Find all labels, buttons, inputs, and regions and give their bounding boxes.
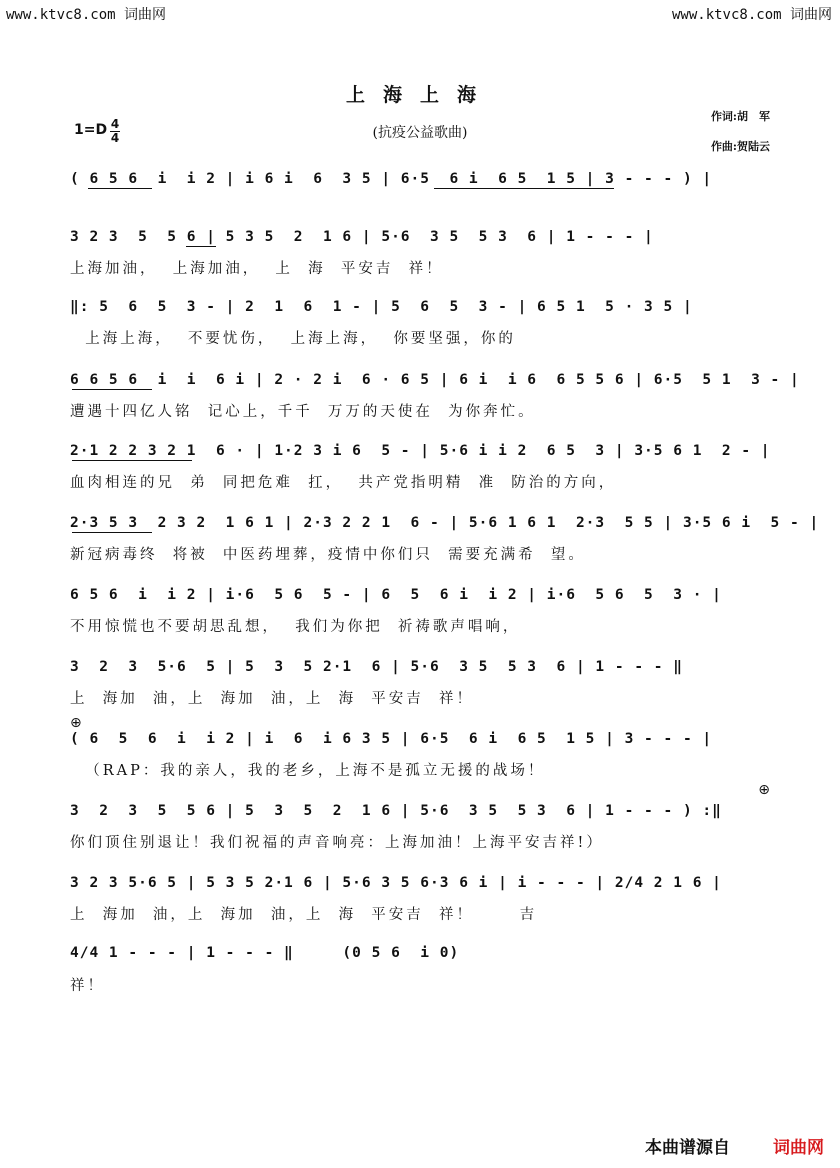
score-line-notes: 3 2 3 5 5 6 | 5 3 5 2 1 6 | 5·6 3 5 5 3 6 | 1 - - - | (70, 229, 654, 245)
score-line-lyrics: 新冠病毒终 将被 中医药埋葬，疫情中你们只 需要充满希 望。 (70, 547, 586, 563)
score-line-lyrics: 上 海加 油，上 海加 油，上 海 平安吉 祥！ (70, 691, 475, 707)
watermark-right: www.ktvc8.com 词曲网 (671, 7, 832, 23)
key-signature: 1=D (74, 122, 108, 138)
score-line-notes: 2·1 2 2 3 2 1 6 · | 1·2 3 i 6 5 - | 5·6 i i 2 6 5 3 | 3·5 6 1 2 - | (70, 443, 771, 459)
score-line-notes: 3 2 3 5 5 6 | 5 3 5 2 1 6 | 5·6 3 5 5 3 6 | 1 - - - ) :‖ (70, 803, 722, 819)
composer-credit: 作曲:贺陆云 (710, 140, 770, 153)
beat-underline (72, 389, 152, 390)
score-line-lyrics: 上海上海， 不要忧伤， 上海上海， 你要坚强，你的 (70, 331, 516, 347)
score-line-lyrics: 你们顶住别退让！我们祝福的声音响亮：上海加油！上海平安吉祥!） (70, 835, 604, 851)
score-line-lyrics: 上海加油， 上海加油， 上 海 平安吉 祥！ (70, 261, 444, 277)
score-line-notes: 6 5 6 i i 2 | i·6 5 6 5 - | 6 5 6 i i 2 | i·6 5 6 5 3 · | (70, 587, 722, 603)
score-line-notes: 4/4 1 - - - | 1 - - - ‖ (0 5 6 i 0) (70, 945, 460, 961)
coda-sign-icon: ⊕ (70, 715, 82, 731)
time-signature-bottom: 4 (110, 131, 120, 145)
time-signature-top: 4 (110, 117, 120, 131)
score-line-notes: 3 2 3 5·6 5 | 5 3 5 2·1 6 | 5·6 3 5 5 3 6 | 1 - - - ‖ (70, 659, 683, 675)
beat-underline (88, 188, 152, 189)
time-signature (110, 118, 120, 144)
song-title: 上海上海 (345, 84, 494, 106)
footer-source-text: 本曲谱源自 (645, 1138, 730, 1158)
score-line-notes: ‖: 5 6 5 3 - | 2 1 6 1 - | 5 6 5 3 - | 6 5 1 5 · 3 5 | (70, 299, 693, 315)
score-line-notes: ( 6 5 6 i i 2 | i 6 i 6 3 5 | 6·5 6 i 6 5 1 5 | 3 - - - ) | (70, 171, 713, 187)
score-line-lyrics: 遭遇十四亿人铭 记心上，千千 万万的天使在 为你奔忙。 (70, 404, 536, 420)
score-line-notes: ( 6 5 6 i i 2 | i 6 i 6 3 5 | 6·5 6 i 6 5 1 5 | 3 - - - | (70, 731, 713, 747)
beat-underline (72, 532, 152, 533)
beat-underline (186, 246, 216, 247)
score-line-notes: 6 6 5 6 i i 6 i | 2 · 2 i 6 · 6 5 | 6 i i 6 6 5 5 6 | 6·5 5 1 3 - | (70, 372, 800, 388)
score-line-notes: 3 2 3 5·6 5 | 5 3 5 2·1 6 | 5·6 3 5 6·3 6 i | i - - - | 2/4 2 1 6 | (70, 875, 722, 891)
score-line-lyrics: 上 海加 油，上 海加 油，上 海 平安吉 祥！ 吉 (70, 907, 538, 923)
beat-underline (72, 460, 192, 461)
score-line-lyrics: 不用惊慌也不要胡思乱想， 我们为你把 祈祷歌声唱响， (70, 619, 521, 635)
song-subtitle: (抗疫公益歌曲) (372, 125, 468, 141)
score-line-lyrics: 祥！ (70, 978, 105, 994)
watermark-left: www.ktvc8.com 词曲网 (6, 7, 167, 23)
beat-underline (434, 188, 614, 189)
score-line-lyrics: （RAP：我的亲人，我的老乡，上海不是孤立无援的战场！ (70, 763, 546, 779)
coda-sign-icon: ⊕ (758, 782, 770, 798)
lyricist-credit: 作词:胡 军 (710, 110, 770, 123)
footer-logo[interactable]: 词曲网 (773, 1138, 824, 1158)
score-line-lyrics: 血肉相连的兄 弟 同把危难 扛， 共产党指明精 准 防治的方向， (70, 475, 617, 491)
score-line-notes: 2·3 5 3 2 3 2 1 6 1 | 2·3 2 2 1 6 - | 5·6 1 6 1 2·3 5 5 | 3·5 6 i 5 - | (70, 515, 820, 531)
